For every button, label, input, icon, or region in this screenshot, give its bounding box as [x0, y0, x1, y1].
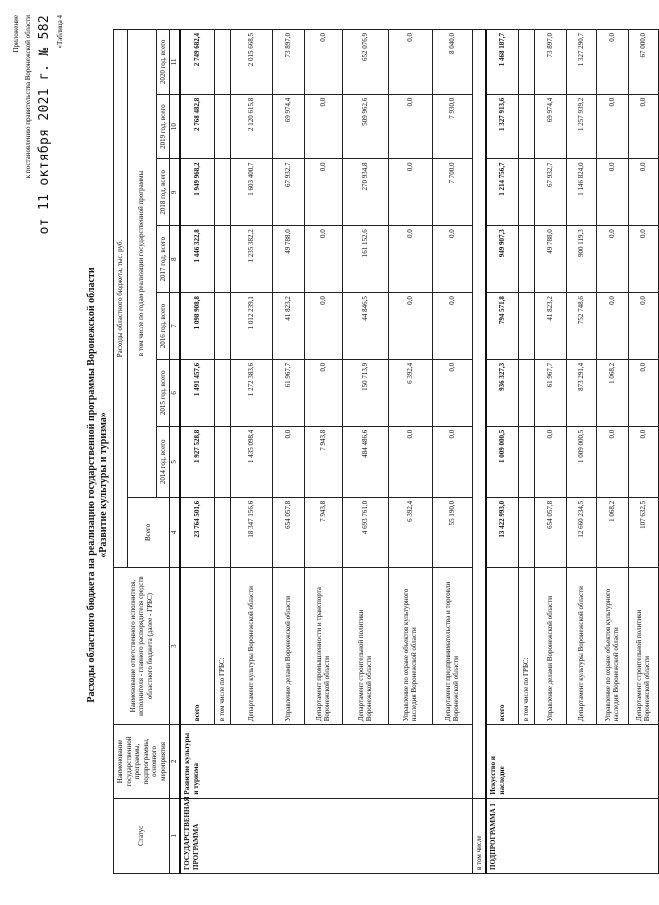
value-cell: 1 235 382,2	[230, 226, 272, 293]
value-cell: 652 076,9	[342, 30, 388, 95]
value-cell: 0,0	[304, 226, 342, 293]
header-year: 2015 год, всего	[156, 359, 170, 426]
value-cell: 509 962,6	[342, 94, 388, 159]
table-row	[180, 30, 214, 874]
value-cell: 654 057,8	[534, 497, 566, 567]
value-cell: 1 214 756,7	[486, 159, 518, 226]
value-cell: 794 571,8	[486, 293, 518, 360]
value-cell: 4 693 761,0	[342, 497, 388, 567]
executor-cell: Департамент культуры Воронежской области	[566, 567, 596, 724]
value-cell: 1 012 239,1	[230, 293, 272, 360]
separator-fill	[472, 30, 486, 799]
column-number: 2	[170, 725, 181, 798]
value-cell: 7 700,0	[432, 159, 472, 226]
value-cell: 1 435 098,4	[230, 426, 272, 497]
value-cell: 8 040,0	[432, 30, 472, 95]
column-number: 6	[170, 359, 181, 426]
header-expenses-group: Расходы областного бюджета, тыс. руб.	[114, 30, 128, 568]
column-number-row	[170, 30, 181, 874]
value-cell: 0,0	[272, 426, 304, 497]
value-cell: 0,0	[596, 426, 628, 497]
executor-cell: Управление по охране объектов культурного наследия Воронежской области	[596, 567, 628, 724]
value-cell: 1 146 824,0	[566, 159, 596, 226]
value-cell: 0,0	[596, 226, 628, 293]
value-cell: 67 932,7	[534, 159, 566, 226]
value-cell: 2 015 668,5	[230, 30, 272, 95]
expenses-table	[113, 29, 659, 874]
value-cell: 1 446 322,8	[180, 226, 214, 293]
value-cell: 150 713,9	[342, 359, 388, 426]
executor-cell: всего	[180, 567, 214, 724]
value-cell	[518, 94, 534, 159]
decree-date-line: от 11 октября 2021 г. № 582	[37, 15, 52, 235]
value-cell: 49 788,0	[272, 226, 304, 293]
value-cell: 949 907,3	[486, 226, 518, 293]
value-cell: 18 347 156,6	[230, 497, 272, 567]
value-cell	[518, 226, 534, 293]
table-number-label: «Таблица 4	[56, 15, 64, 49]
column-number: 8	[170, 226, 181, 293]
value-cell: 0,0	[388, 159, 432, 226]
value-cell: 0,0	[628, 94, 658, 159]
value-cell: 873 291,4	[566, 359, 596, 426]
value-cell: 0,0	[596, 159, 628, 226]
column-number: 5	[170, 426, 181, 497]
value-cell: 1 009 000,5	[566, 426, 596, 497]
value-cell: 0,0	[628, 426, 658, 497]
column-number: 3	[170, 567, 181, 724]
executor-cell: Управление делами Воронежской области	[534, 567, 566, 724]
value-cell: 0,0	[628, 359, 658, 426]
value-cell	[214, 94, 230, 159]
column-number: 7	[170, 293, 181, 360]
value-cell: 654 057,8	[272, 497, 304, 567]
value-cell: 270 934,8	[342, 159, 388, 226]
header-executor: Наименование ответственного исполнителя, исполнителя - главного распорядителя средств областного бюджета (далее - ГРБС)	[114, 567, 170, 724]
value-cell: 1 009 000,5	[486, 426, 518, 497]
value-cell	[518, 293, 534, 360]
value-cell: 0,0	[432, 293, 472, 360]
value-cell: 55 190,0	[432, 497, 472, 567]
value-cell	[518, 159, 534, 226]
value-cell: 936 327,3	[486, 359, 518, 426]
executor-cell: Управление по охране объектов культурного наследия Воронежской области	[388, 567, 432, 724]
value-cell: 0,0	[628, 159, 658, 226]
table-row	[486, 30, 518, 874]
value-cell: 2 768 482,8	[180, 94, 214, 159]
header-year: 2017 год, всего	[156, 226, 170, 293]
header-year: 2020 год, всего	[156, 30, 170, 95]
value-cell	[214, 226, 230, 293]
value-cell: 0,0	[596, 94, 628, 159]
value-cell: 1 257 939,2	[566, 94, 596, 159]
executor-cell: Департамент культуры Воронежской области	[230, 567, 272, 724]
value-cell: 7 943,8	[304, 497, 342, 567]
title-line-1: Расходы областного бюджета на реализацию государственной программы Воронежской области	[86, 267, 97, 703]
value-cell: 0,0	[388, 30, 432, 95]
value-cell: 900 119,3	[566, 226, 596, 293]
header-year: 2019 год, всего	[156, 94, 170, 159]
value-cell: 1 068,2	[596, 359, 628, 426]
value-cell: 61 967,7	[534, 359, 566, 426]
value-cell: 67 000,0	[628, 30, 658, 95]
column-number: 10	[170, 94, 181, 159]
value-cell: 0,0	[304, 293, 342, 360]
executor-cell: Департамент строительной политики Воронежской области	[342, 567, 388, 724]
document-title	[86, 165, 110, 805]
value-cell: 0,0	[596, 293, 628, 360]
value-cell: 1 491 457,6	[180, 359, 214, 426]
column-number: 4	[170, 497, 181, 567]
value-cell: 73 897,0	[272, 30, 304, 95]
executor-cell: Управление делами Воронежской области	[272, 567, 304, 724]
value-cell	[214, 497, 230, 567]
value-cell: 2 749 682,4	[180, 30, 214, 95]
value-cell: 0,0	[432, 426, 472, 497]
value-cell: 23 764 501,6	[180, 497, 214, 567]
header-total: Всего	[127, 497, 170, 567]
value-cell	[518, 497, 534, 567]
header-year: 2014 год, всего	[156, 426, 170, 497]
title-line-2: «Развитие культуры и туризма»	[98, 412, 109, 558]
value-cell: 69 974,4	[534, 94, 566, 159]
value-cell: 61 967,7	[272, 359, 304, 426]
value-cell: 1 603 400,7	[230, 159, 272, 226]
header-year: 2016 год, всего	[156, 293, 170, 360]
value-cell: 73 897,0	[534, 30, 566, 95]
header-year: 2018 год, всего	[156, 159, 170, 226]
value-cell: 1 272 383,6	[230, 359, 272, 426]
value-cell: 41 823,2	[272, 293, 304, 360]
program-name-cell: Искусство и наследие	[486, 725, 658, 798]
value-cell: 0,0	[388, 293, 432, 360]
value-cell: 1 327 913,6	[486, 94, 518, 159]
value-cell: 0,0	[304, 159, 342, 226]
decree-reference: к постановлению правительства Воронежской области	[24, 15, 32, 179]
value-cell	[518, 359, 534, 426]
value-cell: 161 152,6	[342, 226, 388, 293]
value-cell: 0,0	[628, 293, 658, 360]
value-cell: 0,0	[388, 426, 432, 497]
executor-cell: Департамент строительной политики Воронежской области	[628, 567, 658, 724]
value-cell	[214, 30, 230, 95]
header-status: Статус	[114, 798, 170, 873]
value-cell: 1 098 908,8	[180, 293, 214, 360]
value-cell: 0,0	[596, 30, 628, 95]
value-cell: 41 823,2	[534, 293, 566, 360]
value-cell: 1 468 187,7	[486, 30, 518, 95]
value-cell: 107 632,5	[628, 497, 658, 567]
status-cell: ПОДПРОГРАММА 1	[486, 798, 658, 873]
value-cell: 0,0	[628, 226, 658, 293]
separator-row	[472, 30, 486, 874]
executor-cell: Департамент предпринимательства и торговли Воронежской области	[432, 567, 472, 724]
value-cell: 0,0	[304, 30, 342, 95]
value-cell: 0,0	[432, 226, 472, 293]
value-cell: 1 327 290,7	[566, 30, 596, 95]
value-cell	[214, 293, 230, 360]
value-cell: 484 486,6	[342, 426, 388, 497]
executor-cell: в том числе по ГРБС:	[214, 567, 230, 724]
value-cell: 13 422 993,0	[486, 497, 518, 567]
value-cell: 6 392,4	[388, 497, 432, 567]
value-cell	[214, 159, 230, 226]
value-cell: 752 748,6	[566, 293, 596, 360]
column-number: 9	[170, 159, 181, 226]
header-row-1	[114, 30, 128, 874]
value-cell: 0,0	[388, 94, 432, 159]
value-cell	[518, 426, 534, 497]
value-cell: 0,0	[432, 359, 472, 426]
value-cell: 12 660 234,5	[566, 497, 596, 567]
appendix-label: Приложение	[12, 15, 20, 53]
executor-cell: в том числе по ГРБС:	[518, 567, 534, 724]
value-cell: 0,0	[304, 359, 342, 426]
column-number: 11	[170, 30, 181, 95]
value-cell: 7 943,8	[304, 426, 342, 497]
value-cell: 2 120 615,8	[230, 94, 272, 159]
value-cell: 0,0	[388, 226, 432, 293]
header-name: Наименование государственной программы, подпрограммы, основного мероприятия	[114, 725, 170, 798]
status-cell: ГОСУДАРСТВЕННАЯ ПРОГРАММА	[180, 798, 472, 873]
value-cell: 69 974,4	[272, 94, 304, 159]
value-cell: 7 930,0	[432, 94, 472, 159]
value-cell: 49 788,0	[534, 226, 566, 293]
header-years-group: в том числе по годам реализации государственной программы	[127, 30, 156, 498]
value-cell: 0,0	[534, 426, 566, 497]
value-cell: 0,0	[304, 94, 342, 159]
value-cell: 6 392,4	[388, 359, 432, 426]
executor-cell: всего	[486, 567, 518, 724]
value-cell	[214, 359, 230, 426]
value-cell: 1 068,2	[596, 497, 628, 567]
value-cell: 1 927 528,8	[180, 426, 214, 497]
in-that-number-label: в том числе	[472, 798, 486, 873]
column-number: 1	[170, 798, 181, 873]
value-cell: 1 949 968,2	[180, 159, 214, 226]
value-cell: 44 846,5	[342, 293, 388, 360]
value-cell	[518, 30, 534, 95]
value-cell: 67 932,7	[272, 159, 304, 226]
value-cell	[214, 426, 230, 497]
program-name-cell: Развитие культуры и туризма	[180, 725, 472, 798]
executor-cell: Департамент промышленности и транспорта Воронежской области	[304, 567, 342, 724]
